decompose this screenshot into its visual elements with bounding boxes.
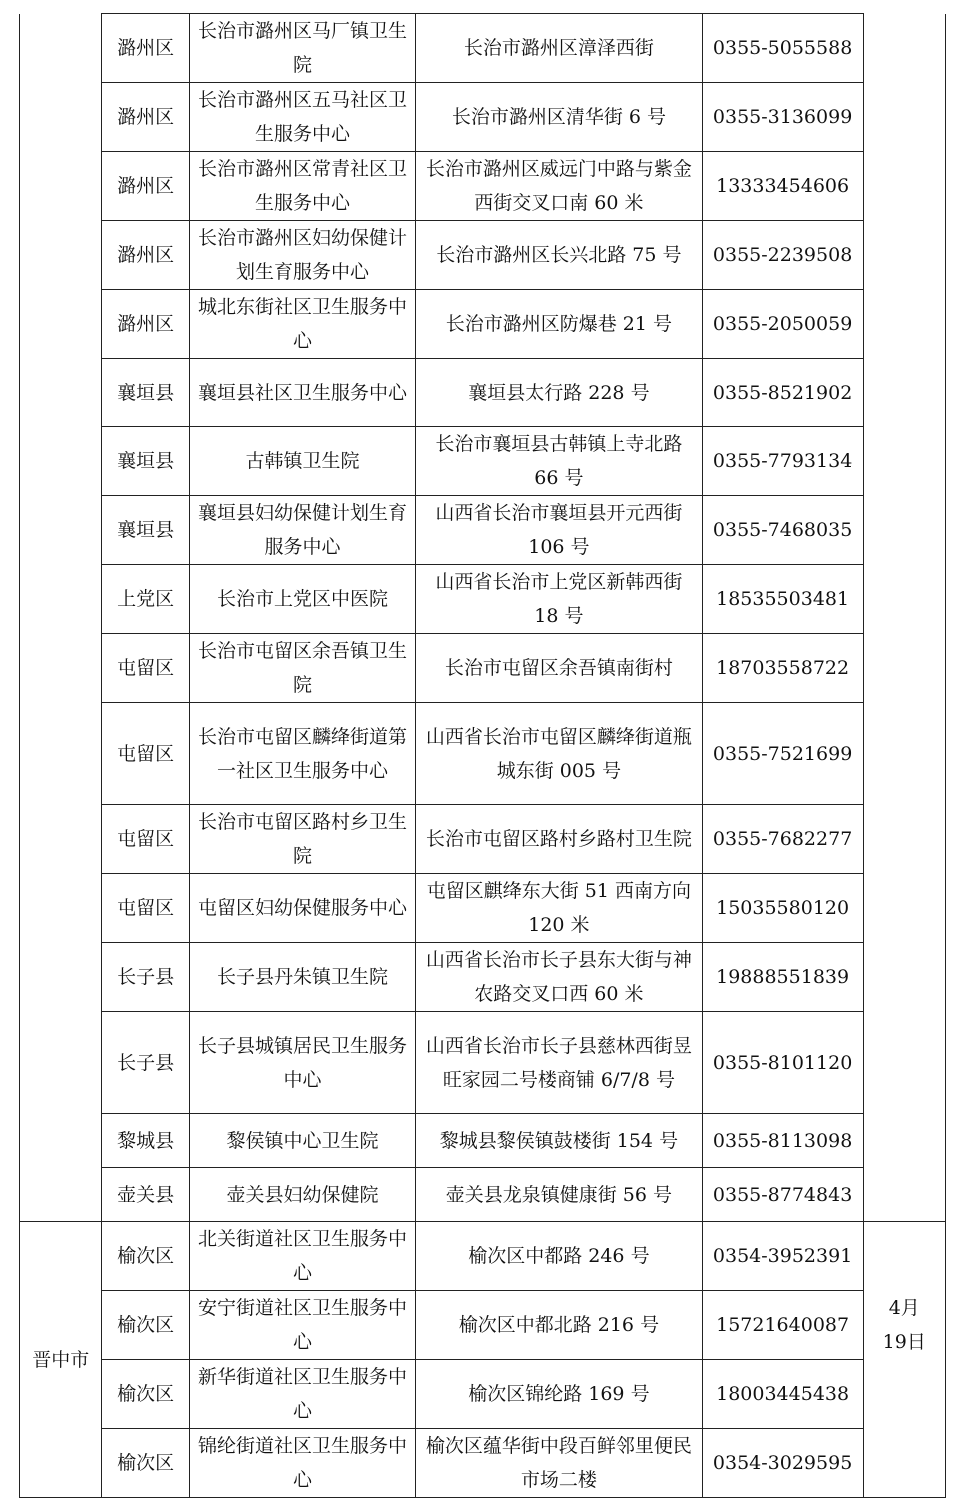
phone-cell: 0355-2050059 bbox=[702, 290, 863, 359]
site-name-cell: 长治市屯留区路村乡卫生院 bbox=[189, 805, 415, 874]
site-name-cell: 长子县丹朱镇卫生院 bbox=[189, 943, 415, 1012]
table-row bbox=[20, 805, 946, 874]
table-row bbox=[20, 703, 946, 805]
address-cell: 山西省长治市屯留区麟绛街道瓶城东街 005 号 bbox=[416, 703, 703, 805]
table-row bbox=[20, 874, 946, 943]
table-row bbox=[20, 290, 946, 359]
site-name-cell: 长治市屯留区余吾镇卫生院 bbox=[189, 634, 415, 703]
phone-cell: 0355-8774843 bbox=[702, 1168, 863, 1222]
address-cell: 长治市潞州区漳泽西街 bbox=[416, 14, 703, 83]
phone-cell: 0355-5055588 bbox=[702, 14, 863, 83]
site-name-cell: 屯留区妇幼保健服务中心 bbox=[189, 874, 415, 943]
site-name-cell: 长治市潞州区常青社区卫生服务中心 bbox=[189, 152, 415, 221]
phone-cell: 0354-3952391 bbox=[702, 1222, 863, 1291]
site-name-cell: 长治市潞州区马厂镇卫生院 bbox=[189, 14, 415, 83]
district-cell: 襄垣县 bbox=[102, 359, 189, 427]
table-row bbox=[20, 1222, 946, 1291]
address-cell: 壶关县龙泉镇健康街 56 号 bbox=[416, 1168, 703, 1222]
address-cell: 长治市潞州区清华街 6 号 bbox=[416, 83, 703, 152]
phone-cell: 18003445438 bbox=[702, 1360, 863, 1429]
district-cell: 潞州区 bbox=[102, 83, 189, 152]
address-cell: 长治市潞州区防爆巷 21 号 bbox=[416, 290, 703, 359]
table-row bbox=[20, 1360, 946, 1429]
table-row bbox=[20, 14, 946, 83]
phone-cell: 15035580120 bbox=[702, 874, 863, 943]
site-name-cell: 襄垣县妇幼保健计划生育服务中心 bbox=[189, 496, 415, 565]
table-row bbox=[20, 943, 946, 1012]
district-cell: 长子县 bbox=[102, 943, 189, 1012]
phone-cell: 18535503481 bbox=[702, 565, 863, 634]
table-row bbox=[20, 1012, 946, 1114]
phone-cell: 0355-3136099 bbox=[702, 83, 863, 152]
phone-cell: 19888551839 bbox=[702, 943, 863, 1012]
address-cell: 长治市襄垣县古韩镇上寺北路 66 号 bbox=[416, 427, 703, 496]
phone-cell: 0355-8101120 bbox=[702, 1012, 863, 1114]
site-name-cell: 壶关县妇幼保健院 bbox=[189, 1168, 415, 1222]
district-cell: 榆次区 bbox=[102, 1429, 189, 1498]
table-row bbox=[20, 152, 946, 221]
site-name-cell: 襄垣县社区卫生服务中心 bbox=[189, 359, 415, 427]
address-cell: 山西省长治市长子县慈林西街昱旺家园二号楼商铺 6/7/8 号 bbox=[416, 1012, 703, 1114]
phone-cell: 13333454606 bbox=[702, 152, 863, 221]
address-cell: 榆次区中都路 246 号 bbox=[416, 1222, 703, 1291]
site-name-cell: 北关街道社区卫生服务中心 bbox=[189, 1222, 415, 1291]
district-cell: 襄垣县 bbox=[102, 496, 189, 565]
phone-cell: 0354-3029595 bbox=[702, 1429, 863, 1498]
site-name-cell: 黎侯镇中心卫生院 bbox=[189, 1114, 415, 1168]
site-name-cell: 安宁街道社区卫生服务中心 bbox=[189, 1291, 415, 1360]
address-cell: 山西省长治市长子县东大街与神农路交叉口西 60 米 bbox=[416, 943, 703, 1012]
address-cell: 长治市屯留区路村乡路村卫生院 bbox=[416, 805, 703, 874]
site-name-cell: 长治市潞州区五马社区卫生服务中心 bbox=[189, 83, 415, 152]
table-row bbox=[20, 496, 946, 565]
district-cell: 壶关县 bbox=[102, 1168, 189, 1222]
address-cell: 山西省长治市上党区新韩西街 18 号 bbox=[416, 565, 703, 634]
date-text: 4月19日 bbox=[882, 1297, 926, 1353]
table-row bbox=[20, 1429, 946, 1498]
address-cell: 榆次区蕴华街中段百鲜邻里便民市场二楼 bbox=[416, 1429, 703, 1498]
table-row bbox=[20, 221, 946, 290]
district-cell: 潞州区 bbox=[102, 290, 189, 359]
district-cell: 屯留区 bbox=[102, 703, 189, 805]
district-cell: 屯留区 bbox=[102, 874, 189, 943]
site-name-cell: 城北东街社区卫生服务中心 bbox=[189, 290, 415, 359]
phone-cell: 0355-7468035 bbox=[702, 496, 863, 565]
phone-cell: 0355-8521902 bbox=[702, 359, 863, 427]
district-cell: 长子县 bbox=[102, 1012, 189, 1114]
table-row bbox=[20, 1291, 946, 1360]
address-cell: 襄垣县太行路 228 号 bbox=[416, 359, 703, 427]
address-cell: 榆次区中都北路 216 号 bbox=[416, 1291, 703, 1360]
city-cell-continued bbox=[20, 14, 102, 83]
address-cell: 山西省长治市襄垣县开元西街 106 号 bbox=[416, 496, 703, 565]
table-row bbox=[20, 565, 946, 634]
site-name-cell: 古韩镇卫生院 bbox=[189, 427, 415, 496]
district-cell: 屯留区 bbox=[102, 805, 189, 874]
district-cell: 黎城县 bbox=[102, 1114, 189, 1168]
site-name-cell: 锦纶街道社区卫生服务中心 bbox=[189, 1429, 415, 1498]
address-cell: 屯留区麒绛东大街 51 西南方向 120 米 bbox=[416, 874, 703, 943]
phone-cell: 0355-8113098 bbox=[702, 1114, 863, 1168]
district-cell: 榆次区 bbox=[102, 1222, 189, 1291]
address-cell: 黎城县黎侯镇鼓楼街 154 号 bbox=[416, 1114, 703, 1168]
district-cell: 榆次区 bbox=[102, 1360, 189, 1429]
district-cell: 襄垣县 bbox=[102, 427, 189, 496]
table-row bbox=[20, 359, 946, 427]
phone-cell: 18703558722 bbox=[702, 634, 863, 703]
site-name-cell: 长治市潞州区妇幼保健计划生育服务中心 bbox=[189, 221, 415, 290]
site-name-cell: 长治市屯留区麟绛街道第一社区卫生服务中心 bbox=[189, 703, 415, 805]
site-name-cell: 新华街道社区卫生服务中心 bbox=[189, 1360, 415, 1429]
district-cell: 潞州区 bbox=[102, 152, 189, 221]
district-cell: 潞州区 bbox=[102, 14, 189, 83]
district-cell: 上党区 bbox=[102, 565, 189, 634]
phone-cell: 0355-7793134 bbox=[702, 427, 863, 496]
table-row bbox=[20, 634, 946, 703]
address-cell: 长治市屯留区余吾镇南街村 bbox=[416, 634, 703, 703]
address-cell: 长治市潞州区长兴北路 75 号 bbox=[416, 221, 703, 290]
date-cell-continued bbox=[863, 14, 945, 83]
district-cell: 潞州区 bbox=[102, 221, 189, 290]
table-row bbox=[20, 1168, 946, 1222]
address-cell: 榆次区锦纶路 169 号 bbox=[416, 1360, 703, 1429]
district-cell: 榆次区 bbox=[102, 1291, 189, 1360]
city-name: 晋中市 bbox=[32, 1348, 90, 1371]
vaccination-site-table bbox=[19, 13, 946, 1498]
table-row bbox=[20, 83, 946, 152]
district-cell: 屯留区 bbox=[102, 634, 189, 703]
date-cell bbox=[863, 1291, 945, 1360]
table-row bbox=[20, 1114, 946, 1168]
table-row bbox=[20, 427, 946, 496]
site-name-cell: 长治市上党区中医院 bbox=[189, 565, 415, 634]
site-name-cell: 长子县城镇居民卫生服务中心 bbox=[189, 1012, 415, 1114]
phone-cell: 0355-2239508 bbox=[702, 221, 863, 290]
city-cell bbox=[20, 1222, 102, 1498]
phone-cell: 0355-7682277 bbox=[702, 805, 863, 874]
phone-cell: 15721640087 bbox=[702, 1291, 863, 1360]
phone-cell: 0355-7521699 bbox=[702, 703, 863, 805]
address-cell: 长治市潞州区威远门中路与紫金西街交叉口南 60 米 bbox=[416, 152, 703, 221]
